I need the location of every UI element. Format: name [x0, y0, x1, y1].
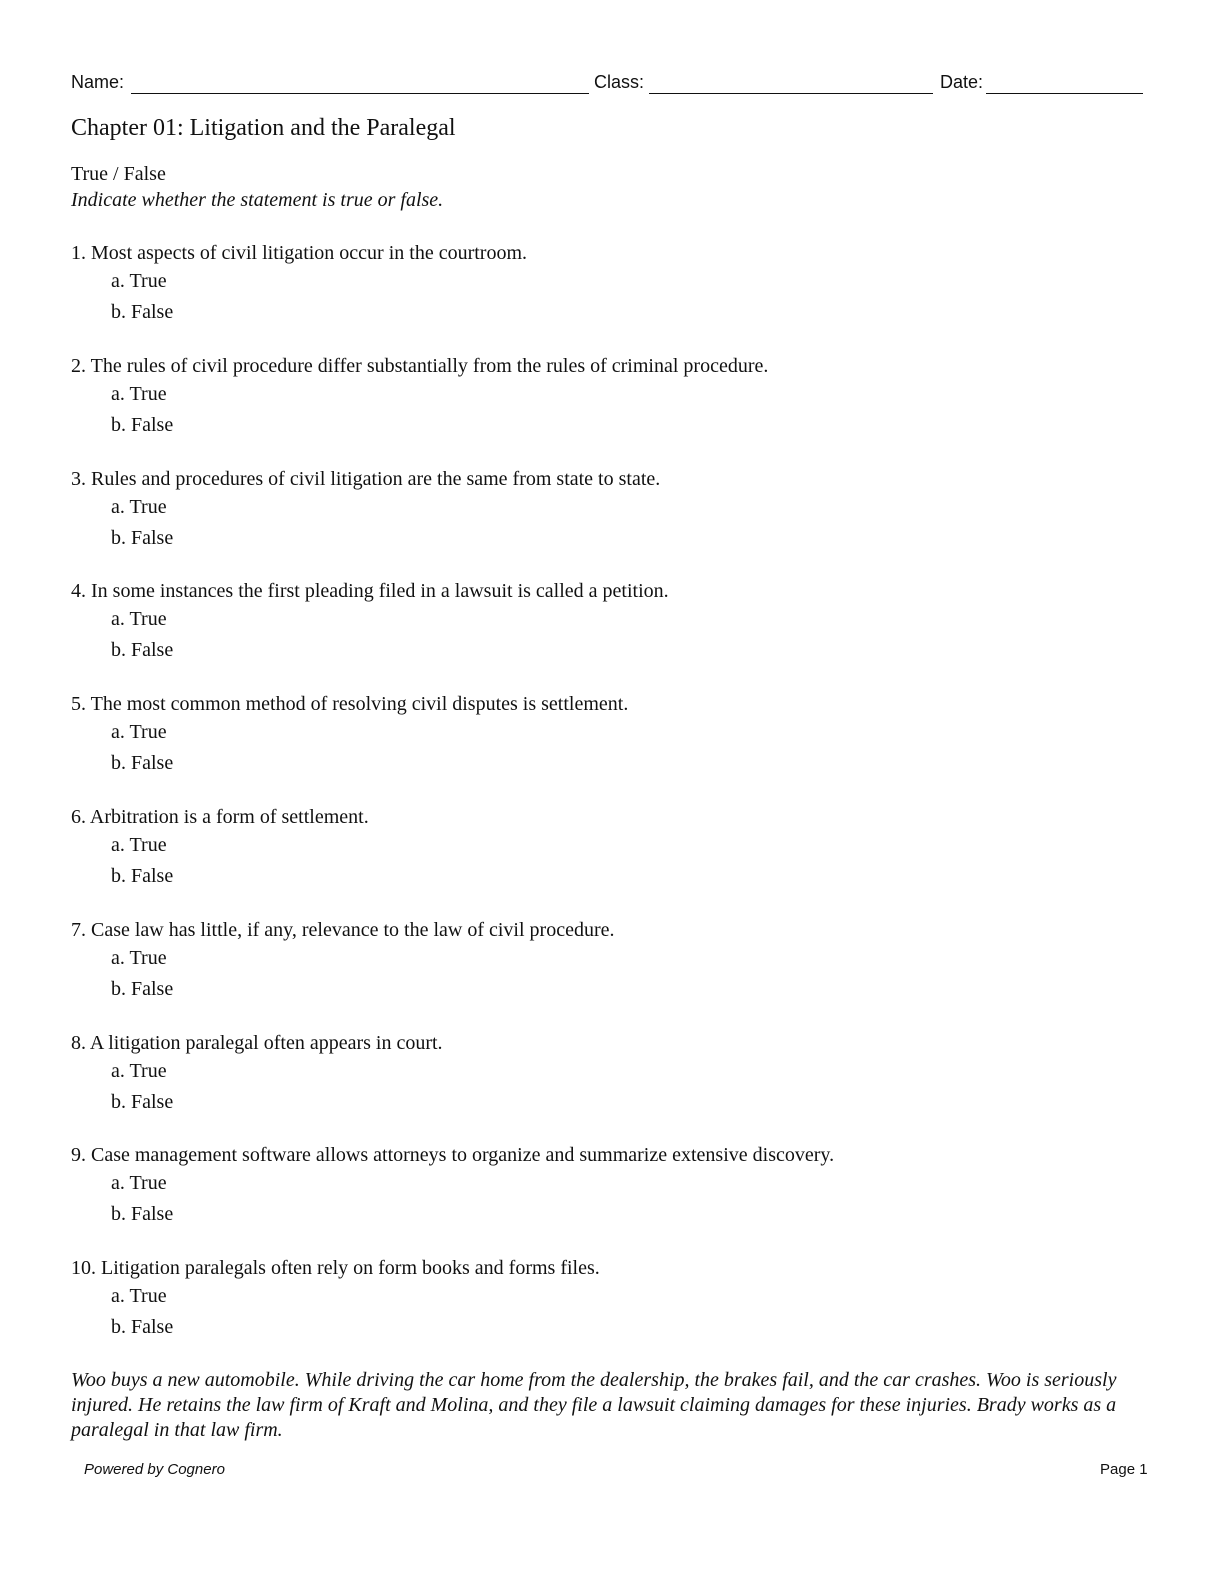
question-text: 6. Arbitration is a form of settlement. — [71, 805, 369, 828]
option-false[interactable]: b. False — [111, 1316, 174, 1339]
date-label: Date: — [940, 72, 984, 92]
question-item — [71, 806, 1151, 919]
case-scenario: Woo buys a new automobile. While driving the car home from the dealership, the brakes fail, and the car crashes. Woo is seriously injured. He retains the law firm of Kraft and Molina, and they file a lawsuit claiming damages for these injuries. Brady works as a paralegal in that law firm. — [71, 1369, 1117, 1441]
option-true[interactable]: a. True — [111, 833, 167, 856]
class-label: Class: — [594, 72, 645, 92]
question-text: 4. In some instances the first pleading filed in a lawsuit is called a petition. — [71, 580, 669, 603]
option-false[interactable]: b. False — [111, 413, 174, 436]
option-false[interactable]: b. False — [111, 301, 174, 323]
option-false[interactable]: b. False — [111, 1203, 174, 1226]
section-instruction: Indicate whether the statement is true or false. — [71, 189, 444, 211]
page-number: Page 1 — [1100, 1461, 1148, 1478]
question-text: 9. Case management software allows attorneys to organize and summarize extensive discovery. — [71, 1144, 835, 1167]
question-item — [71, 242, 1151, 355]
option-false[interactable]: b. False — [111, 639, 174, 662]
question-text: 10. Litigation paralegals often rely on form books and forms files. — [71, 1257, 600, 1280]
question-item — [71, 919, 1151, 1032]
name-label: Name: — [71, 72, 125, 92]
question-item — [71, 355, 1151, 468]
option-true[interactable]: a. True — [111, 1285, 167, 1308]
option-false[interactable]: b. False — [111, 526, 174, 549]
option-true[interactable]: a. True — [111, 608, 167, 631]
question-item — [71, 1257, 1151, 1370]
chapter-title: Chapter 01: Litigation and the Paralegal — [71, 115, 456, 141]
section-heading: True / False — [71, 163, 166, 185]
question-text: 5. The most common method of resolving civil disputes is settlement. — [71, 693, 629, 716]
header-fields — [71, 72, 1143, 96]
option-true[interactable]: a. True — [111, 1172, 167, 1195]
question-item — [71, 693, 1151, 806]
date-field-line[interactable] — [986, 93, 1143, 94]
powered-by-footer: Powered by Cognero — [84, 1461, 225, 1478]
question-item — [71, 468, 1151, 581]
question-text: 7. Case law has little, if any, relevance to the law of civil procedure. — [71, 918, 615, 941]
option-false[interactable]: b. False — [111, 752, 174, 775]
option-true[interactable]: a. True — [111, 382, 167, 405]
question-text: 3. Rules and procedures of civil litigation are the same from state to state. — [71, 467, 661, 490]
name-field-line[interactable] — [131, 93, 589, 94]
option-false[interactable]: b. False — [111, 977, 174, 1000]
option-true[interactable]: a. True — [111, 495, 167, 518]
option-true[interactable]: a. True — [111, 270, 167, 292]
question-text: 2. The rules of civil procedure differ substantially from the rules of criminal procedure. — [71, 354, 769, 377]
option-false[interactable]: b. False — [111, 1090, 174, 1113]
question-list — [71, 242, 1151, 1370]
question-text: 8. A litigation paralegal often appears in court. — [71, 1031, 443, 1054]
question-text: 1. Most aspects of civil litigation occur in the courtroom. — [71, 242, 528, 264]
question-item — [71, 580, 1151, 693]
class-field-line[interactable] — [649, 93, 933, 94]
question-item — [71, 1032, 1151, 1145]
question-item — [71, 1144, 1151, 1257]
option-true[interactable]: a. True — [111, 1059, 167, 1082]
option-true[interactable]: a. True — [111, 721, 167, 744]
option-false[interactable]: b. False — [111, 864, 174, 887]
option-true[interactable]: a. True — [111, 946, 167, 969]
